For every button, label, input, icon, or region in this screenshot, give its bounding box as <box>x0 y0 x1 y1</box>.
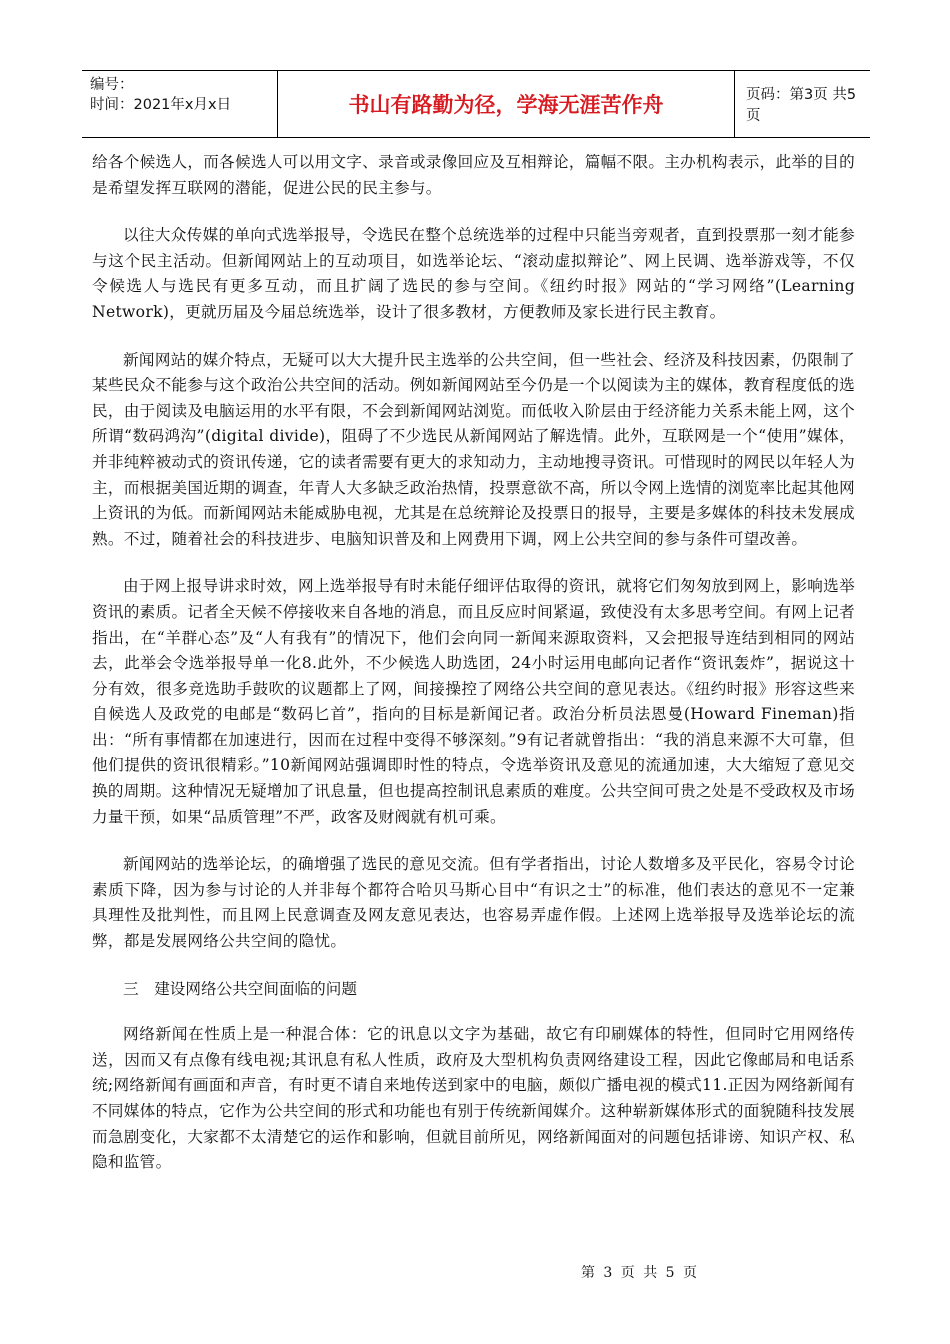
paragraph-5: 新闻网站的选举论坛，的确增强了选民的意见交流。但有学者指出，讨论人数增多及平民化，容易令讨论素质下降，因为参与讨论的人并非每个都符合哈贝马斯心目中“有识之士”的标准，他们表达的意见不一定兼具理性及批判性，而且网上民意调查及网友意见表达，也容易弄虚作假。上述网上选举报导及选举论坛的流弊，都是发展网络公共空间的隐忧。 <box>92 855 855 951</box>
paragraph-2: 以往大众传媒的单向式选举报导，令选民在整个总统选举的过程中只能当旁观者，直到投票那一刻才能参与这个民主活动。但新闻网站上的互动项目，如选举论坛、“滚动虚拟辩论”、网上民调、选举游戏等，不仅令候选人与选民有更多互动，而且扩阔了选民的参与空间。《纽约时报》网站的“学习网络”(Learning Network)，更就历届及今届总统选举，设计了很多教材，方便教师及家长进行民主教育。 <box>92 226 855 321</box>
document-number: 编号： <box>90 77 134 93</box>
footer-page-number: 第 3 页 共 5 页 <box>580 1265 700 1281</box>
document-date: 时间：2021年x月x日 <box>90 97 232 113</box>
page-header <box>82 70 870 138</box>
header-motto: 书山有路勤为径，学海无涯苦作舟 <box>278 71 735 137</box>
section-heading: 三 建设网络公共空间面临的问题 <box>123 979 357 998</box>
header-page-number: 页码：第3页 共5页 <box>746 87 857 124</box>
paragraph-1: 给各个候选人，而各候选人可以用文字、录音或录像回应及互相辩论，篇幅不限。主办机构表示，此举的目的是希望发挥互联网的潜能，促进公民的民主参与。 <box>92 153 855 197</box>
paragraph-6: 网络新闻在性质上是一种混合体：它的讯息以文字为基础，故它有印刷媒体的特性，但同时它用网络传送，因而又有点像有线电视;其讯息有私人性质，政府及大型机构负责网络建设工程，因此它像邮局和电话系统;网络新闻有画面和声音，有时更不请自来地传送到家中的电脑，颇似广播电视的模式11.正因为网络新闻有不同媒体的特点，它作为公共空间的形式和功能也有别于传统新闻媒介。这种崭新媒体形式的面貌随科技发展而急剧变化，大家都不太清楚它的运作和影响，但就目前所见，网络新闻面对的问题包括诽谤、知识产权、私隐和监管。 <box>92 1025 855 1172</box>
document-body <box>92 150 855 1198</box>
page-footer <box>0 1262 950 1282</box>
header-info <box>82 71 278 137</box>
paragraph-4: 由于网上报导讲求时效，网上选举报导有时未能仔细评估取得的资讯，就将它们匆匆放到网上，影响选举资讯的素质。记者全天候不停接收来自各地的消息，而且反应时间紧逼，致使没有太多思考空间。有网上记者指出，在“羊群心态”及“人有我有”的情况下，他们会向同一新闻来源取资料，又会把报导连结到相同的网站去，此举会令选举报导单一化8.此外，不少候选人助选团，24小时运用电邮向记者作“资讯轰炸”，据说这十分有效，很多竞选助手鼓吹的议题都上了网，间接操控了网络公共空间的意见表达。《纽约时报》形容这些来自候选人及政党的电邮是“数码匕首”，指向的目标是新闻记者。政治分析员法恩曼(Howard Fineman)指出：“所有事情都在加速进行，因而在过程中变得不够深刻。”9有记者就曾指出：“我的消息来源不大可靠，但他们提供的资讯很精彩。”10新闻网站强调即时性的特点，令选举资讯及意见的流通加速，大大缩短了意见交换的周期。这种情况无疑增加了讯息量，但也提高控制讯息素质的难度。公共空间可贵之处是不受政权及市场力量干预，如果“品质管理”不严，政客及财阀就有机可乘。 <box>92 577 855 826</box>
paragraph-3: 新闻网站的媒介特点，无疑可以大大提升民主选举的公共空间，但一些社会、经济及科技因素，仍限制了某些民众不能参与这个政治公共空间的活动。例如新闻网站至今仍是一个以阅读为主的媒体，教育程度低的选民，由于阅读及电脑运用的水平有限，不会到新闻网站浏览。而低收入阶层由于经济能力关系未能上网，这个所谓“数码鸿沟”(digital divide)，阻碍了不少选民从新闻网站了解选情。此外，互联网是一个“使用”媒体，并非纯粹被动式的资讯传递，它的读者需要有更大的求知动力，主动地搜寻资讯。可惜现时的网民以年轻人为主，而根据美国近期的调查，年青人大多缺乏政治热情，投票意欲不高，所以令网上选情的浏览率比起其他网上资讯的为低。而新闻网站未能威胁电视，尤其是在总统辩论及投票日的报导，主要是多媒体的科技未发展成熟。不过，随着社会的科技进步、电脑知识普及和上网费用下调，网上公共空间的参与条件可望改善。 <box>92 350 855 548</box>
